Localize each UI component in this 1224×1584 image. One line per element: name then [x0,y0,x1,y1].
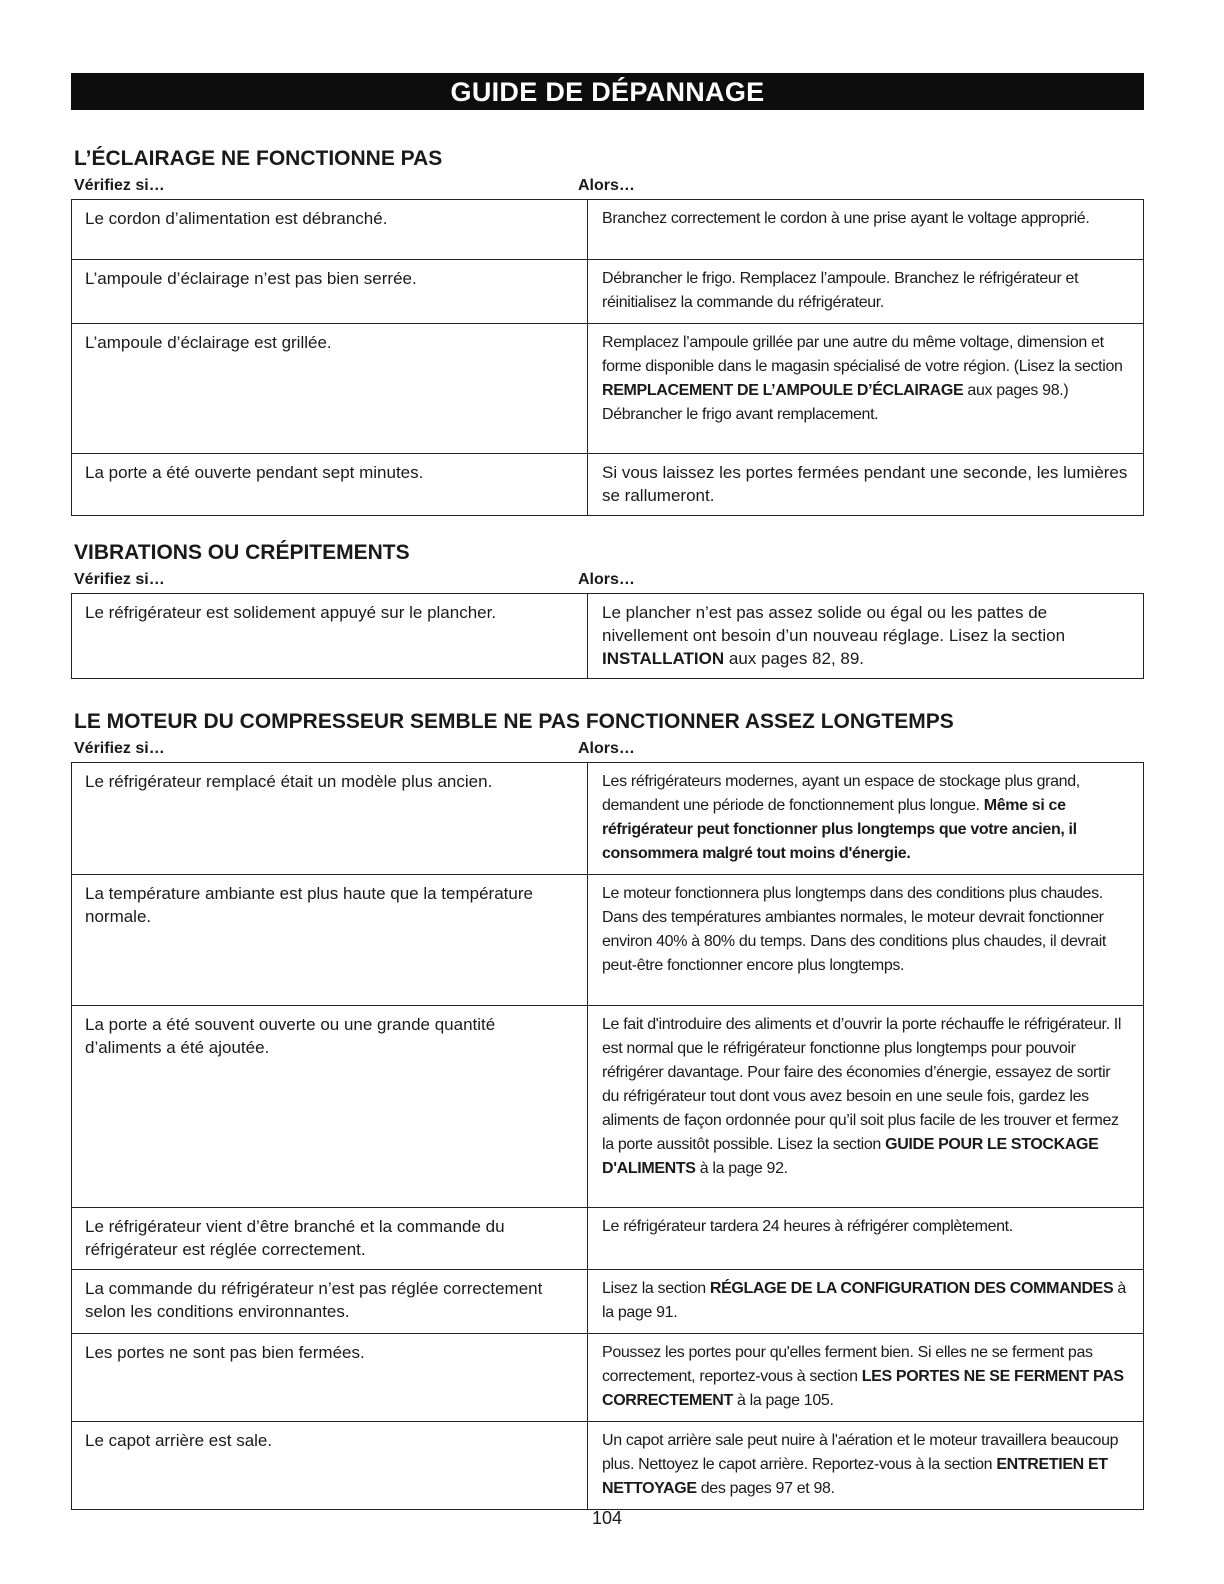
check-cell: Les portes ne sont pas bien fermées. [72,1334,588,1422]
column-header-then: Alors… [578,177,635,194]
check-cell: La porte a été souvent ouverte ou une grande quantité d’aliments a été ajoutée. [72,1006,588,1208]
solution-cell [588,1006,1144,1208]
column-header-check: Vérifiez si… [74,177,165,194]
solution-bold-text: RÉGLAGE DE LA CONFIGURATION DES COMMANDES [709,1280,1114,1297]
solution-cell [588,324,1144,454]
solution-text: Branchez correctement le cordon à une prise ayant le voltage approprié. [602,210,1090,227]
solution-text: Si vous laissez les portes fermées pendant une seconde, les lumières se rallumeront. [602,463,1128,505]
solution-bold-text: ENTRETIEN ET NETTOYAGE [602,1456,1108,1497]
solution-text: aux pages 98.) Débrancher le frigo avant remplacement. [602,382,1069,423]
check-cell: L’ampoule d’éclairage n’est pas bien serrée. [72,260,588,324]
check-cell: Le réfrigérateur remplacé était un modèle plus ancien. [72,763,588,875]
solution-text: Poussez les portes pour qu'elles ferment bien. Si elles ne se ferment pas correctement, reportez-vous à section [602,1344,1093,1385]
solution-text: à la page 92. [695,1160,788,1177]
page-number: 104 [591,1508,623,1528]
check-cell: Le réfrigérateur est solidement appuyé sur le plancher. [72,594,588,679]
section-title: L’ÉCLAIRAGE NE FONCTIONNE PAS [74,147,443,170]
solution-cell [588,260,1144,324]
solution-bold-text: GUIDE POUR LE STOCKAGE D'ALIMENTS [602,1136,1099,1177]
solution-cell [588,1208,1144,1270]
solution-text: des pages 97 et 98. [696,1480,835,1497]
check-cell: La porte a été ouverte pendant sept minutes. [72,454,588,516]
solution-bold-text: LES PORTES NE SE FERMENT PAS CORRECTEMENT [602,1368,1124,1409]
solution-cell [588,200,1144,260]
column-header-check: Vérifiez si… [74,571,165,588]
section-title: LE MOTEUR DU COMPRESSEUR SEMBLE NE PAS FONCTIONNER ASSEZ LONGTEMPS [74,710,954,733]
solution-text: Le réfrigérateur tardera 24 heures à réfrigérer complètement. [602,1218,1013,1235]
solution-text: aux pages 82, 89. [724,649,865,668]
troubleshooting-table [71,199,1144,516]
solution-bold-text: INSTALLATION [602,649,725,668]
troubleshooting-table [71,762,1144,1510]
page-title: GUIDE DE DÉPANNAGE [71,73,1144,110]
column-headers [71,569,1144,593]
solution-text: Débrancher le frigo. Remplacez l’ampoule. Branchez le réfrigérateur et réinitialisez la commande du réfrigérateur. [602,270,1079,311]
check-cell: L’ampoule d’éclairage est grillée. [72,324,588,454]
solution-cell [588,454,1144,516]
table-row [72,200,1144,260]
table-row [72,1208,1144,1270]
table-row [72,324,1144,454]
check-cell: Le cordon d’alimentation est débranché. [72,200,588,260]
section-compressor [71,709,1144,1510]
section-title: VIBRATIONS OU CRÉPITEMENTS [74,541,410,564]
column-headers [71,738,1144,762]
table-row [72,875,1144,1006]
solution-text: à la page 105. [732,1392,834,1409]
table-row [72,1006,1144,1208]
solution-text: Les réfrigérateurs modernes, ayant un espace de stockage plus grand, demandent une période de fonctionnement plus longue. [602,773,1080,814]
table-row [72,1270,1144,1334]
solution-text: Le plancher n’est pas assez solide ou égal ou les pattes de nivellement ont besoin d’un nouveau réglage. Lisez la section [602,603,1066,645]
solution-text: à la page 91. [602,1280,1126,1321]
solution-cell [588,594,1144,679]
check-cell: Le capot arrière est sale. [72,1422,588,1510]
check-cell: Le réfrigérateur vient d’être branché et la commande du réfrigérateur est réglée correctement. [72,1208,588,1270]
check-cell: La température ambiante est plus haute que la température normale. [72,875,588,1006]
section-lighting [71,146,1144,516]
solution-text: Un capot arrière sale peut nuire à l'aération et le moteur travaillera beaucoup plus. Nettoyez le capot arrière. Reportez-vous à la section [602,1432,1119,1473]
solution-bold-text: Même si ce réfrigérateur peut fonctionner plus longtemps que votre ancien, il consommera malgré tout moins d'énergie. [602,797,1077,862]
column-header-then: Alors… [578,740,635,757]
solution-text: Lisez la section [602,1280,710,1297]
table-row [72,454,1144,516]
troubleshooting-table [71,593,1144,679]
table-row [72,260,1144,324]
solution-cell [588,1422,1144,1510]
solution-cell [588,1334,1144,1422]
column-header-then: Alors… [578,571,635,588]
section-vibrations [71,540,1144,679]
table-row [72,1422,1144,1510]
solution-cell [588,875,1144,1006]
column-headers [71,175,1144,199]
solution-bold-text: REMPLACEMENT DE L’AMPOULE D’ÉCLAIRAGE [602,382,964,399]
solution-cell [588,763,1144,875]
solution-text: Le fait d'introduire des aliments et d’ouvrir la porte réchauffe le réfrigérateur. Il est normal que le réfrigérateur fonctionne plus longtemps pour pouvoir réfrigérer davantage. Pour faire des économies d’énergie, essayez de sortir du réfrigérateur tout dont vous avez besoin en une seule fois, gardez les aliments de façon ordonnée pour qu’il soit plus facile de les trouver et fermez la porte aussitôt possible. Lisez la section [602,1016,1122,1153]
solution-text: Le moteur fonctionnera plus longtemps dans des conditions plus chaudes. Dans des températures ambiantes normales, le moteur devrait fonctionner environ 40% à 80% du temps. Dans des conditions plus chaudes, il devrait peut-être fonctionner encore plus longtemps. [602,885,1106,974]
table-row [72,763,1144,875]
check-cell: La commande du réfrigérateur n’est pas réglée correctement selon les conditions environnantes. [72,1270,588,1334]
column-header-check: Vérifiez si… [74,740,165,757]
solution-cell [588,1270,1144,1334]
table-row [72,1334,1144,1422]
table-row [72,594,1144,679]
solution-text: Remplacez l’ampoule grillée par une autre du même voltage, dimension et forme disponible dans le magasin spécialisé de votre région. (Lisez la section [602,334,1123,375]
